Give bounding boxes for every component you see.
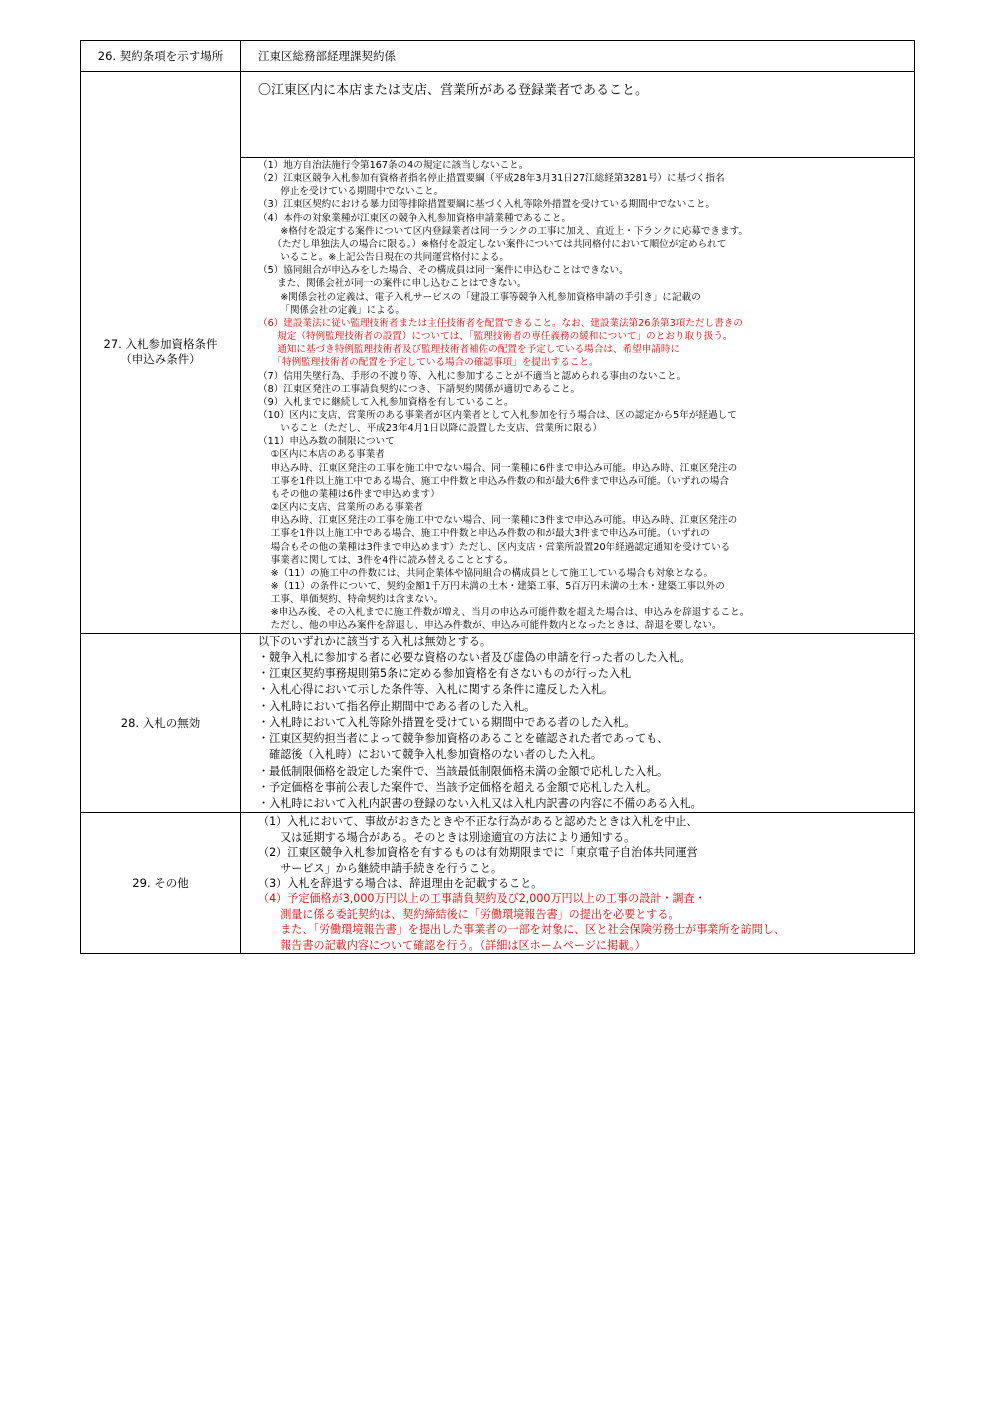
row-29-lines [241,813,915,954]
row-27-line: 停止を受けている期間中でないこと。 [258,186,444,198]
row-29 [81,813,915,954]
row-27-label-sub: （申込み条件） [120,352,201,367]
row-27-line: ※（11）の施工中の件数には、共同企業体や協同組合の構成員として施工している場合も対象となる。 [258,567,714,579]
row-28-line: ・入札時において入札等除外措置を受けている期間中である者のした入札。 [258,715,636,729]
row-27-line: ①区内に本店のある事業者 [258,449,385,461]
row-27-line: （11）申込み数の制限について [258,436,395,448]
row-27-lines [258,158,914,633]
row-28-label-line: 28. 入札の無効 [120,715,201,730]
row-29-line: また、「労働環境報告書」を提出した事業者の一部を対象に、区と社会保険労務士が事業所を訪問し、 [258,923,785,937]
row-27-line: （ただし単独法人の場合に限る。）※格付を設定しない案件については共同格付において順位が定められて [258,238,727,250]
row-28-label [81,633,241,813]
row-29-line: 又は延期する場合がある。そのときは別途適宜の方法により通知する。 [258,830,636,844]
row-27-label-line: 27. 入札参加資格条件 [103,337,218,352]
row-27-line: ※申込み後、その入札までに施工件数が増え、当月の申込み可能件数を超えた場合は、申込みを辞退すること。 [258,607,750,619]
row-29-line: （1）入札において、事故がおきたときや不正な行為があると認めたときは入札を中止、 [258,815,698,829]
row-29-line: （4）予定価格が3,000万円以上の工事請負契約及び2,000万円以上の工事の設計・調査・ [258,892,706,906]
row-26-content: 江東区総務部経理課契約係 [241,41,915,72]
row-28-line: 以下のいずれかに該当する入札は無効とする。 [258,634,491,648]
row-27-line: いること（ただし、平成23年4月1日以降に設置した支店、営業所に限る） [258,423,603,435]
row-27-line: （8）江東区発注の工事請負契約につき、下請契約関係が適切であること。 [258,383,581,395]
row-29-label-line: 29. その他 [132,875,189,890]
row-27-line: （7）信用失墜行為、手形の不渡り等、入札に参加することが不適当と認められる事由のないこと。 [258,370,687,382]
row-28-line: ・最低制限価格を設定した案件で、当該最低制限価格未満の金額で応札した入札。 [258,764,669,778]
row-27-line: 工事を1件以上施工中である場合、施工中件数と申込み件数の和が最大3件まで申込み可能。（いずれの [258,528,710,540]
row-26-label [81,41,241,72]
row-27-line: 規定（特例監理技術者の設置）については、「監理技術者の専任義務の緩和について」のとおり取り扱う。 [258,331,733,343]
row-28 [81,633,915,813]
row-27-line: （4）本件の対象業種が江東区の競争入札参加資格申請業種であること。 [258,212,572,224]
row-27-line: もその他の業種は6件まで申込めます） [258,488,440,500]
row-29-line: （3）入札を辞退する場合は、辞退理由を記載すること。 [258,877,543,890]
row-27 [81,72,915,634]
row-27-line: （1）地方自治法施行令第167条の4の規定に該当しないこと。 [258,160,529,171]
row-27-line: ②区内に支店、営業所のある事業者 [258,502,424,514]
row-29-label [81,813,241,954]
row-27-line: （3）江東区契約における暴力団等排除措置要綱に基づく入札等除外措置を受けている期間中でないこと。 [258,199,716,211]
row-27-line: 申込み時、江東区発注の工事を施工中でない場合、同一業種に3件まで申込み可能。申込み時、江東区発注の [258,515,738,527]
row-27-line: 工事、単価契約、特命契約は含まない。 [258,594,444,606]
row-27-line: ※（11）の条件について、契約金額1千万円未満の土木・建築工事、5百万円未満の土木・建築工事以外の [258,581,725,592]
row-28-line: ・競争入札に参加する者に必要な資格のない者及び虚偽の申請を行った者のした入札。 [258,650,691,664]
row-28-lines [241,633,915,813]
row-27-line: （9）入札までに継続して入札参加資格を有していること。 [258,396,514,408]
row-28-line: ・江東区契約担当者によって競争参加資格のあることを確認された者であっても、 [258,732,669,746]
row-27-line: 事業者に関しては、3件を4件に読み替えることとする。 [258,554,514,566]
row-28-line: ・江東区契約事務規則第5条に定める参加資格を有さないものが行った入札 [258,667,632,681]
row-27-content [241,72,915,634]
row-28-line: ・予定価格を事前公表した案件で、当該予定価格を超える金額で応札した入札。 [258,780,658,794]
row-29-line: （2）江東区競争入札参加資格を有するものは有効期限までに「東京電子自治体共同運営 [258,846,698,860]
row-29-line: 測量に係る委託契約は、契約締結後に「労働環境報告書」の提出を必要とする。 [258,907,680,921]
row-29-line: 報告書の記載内容について確認を行う。（詳細は区ホームページに掲載。） [258,938,646,952]
row-27-line: 場合もその他の業種は3件まで申込めます）ただし、区内支店・営業所設置20年経過認定通知を受けている [258,541,731,553]
row-27-line: （2）江東区競争入札参加有資格者指名停止措置要綱（平成28年3月31日27江総経第3281号）に基づく指名 [258,173,725,185]
row-27-headline: 〇江東区内に本店または支店、営業所がある登録業者であること。 [241,72,914,158]
row-27-line: 「特例監理技術者の配置を予定している場合の確認事項」を提出すること。 [258,357,599,369]
row-27-line: ※格付を設定する案件について区内登録業者は同一ランクの工事に加え、直近上・下ランクに応募できます。 [258,225,749,237]
row-27-line: いること。※上記公告日現在の共同運営格付による。 [258,252,509,264]
row-28-line: ・入札時において入札内訳書の登録のない入札又は入札内訳書の内容に不備のある入札。 [258,797,702,811]
row-27-line: （10）区内に支店、営業所のある事業者が区内業者として入札参加を行う場合は、区の認定から5年が経過して [258,409,737,421]
row-27-line: （5）協同組合が申込みをした場合、その構成員は同一案件に申込むことはできない。 [258,265,629,277]
row-28-line: ・入札時において指名停止期間中である者のした入札。 [258,699,536,713]
row-27-line: ただし、他の申込み案件を辞退し、申込み件数が、申込み可能件数内となったときは、辞退を要しない。 [258,620,722,632]
row-26 [81,41,915,72]
row-27-line: また、関係会社が同一の案件に申し込むことはできない。 [258,278,527,290]
row-28-line: 確認後（入札時）において競争入札参加資格のない者のした入札。 [258,748,602,762]
row-29-line: サービス」から継続申請手続きを行うこと。 [258,861,503,875]
conditions-table [80,40,915,954]
row-27-line: 「関係会社の定義」による。 [258,304,405,316]
row-26-label-line: 26. 契約条項を示す場所 [97,48,224,63]
row-27-line: 工事を1件以上施工中である場合、施工中件数と申込み件数の和が最大6件まで申込み可能。（いずれの場合 [258,475,729,487]
row-27-label [81,72,241,634]
row-27-line: 申込み時、江東区発注の工事を施工中でない場合、同一業種に6件まで申込み可能。申込み時、江東区発注の [258,462,738,474]
row-28-line: ・入札心得において示した条件等、入札に関する条件に違反した入札。 [258,683,614,697]
row-27-line: ※関係会社の定義は、電子入札サービスの「建設工事等競争入札参加資格申請の手引き」に記載の [258,291,701,303]
row-27-line: 通知に基づき特例監理技術者及び監理技術者補佐の配置を予定している場合は、希望申請時に [258,344,681,356]
row-27-line: （6）建設業法に従い監理技術者または主任技術者を配置できること。なお、建設業法第26条第3項ただし書きの [258,317,743,329]
